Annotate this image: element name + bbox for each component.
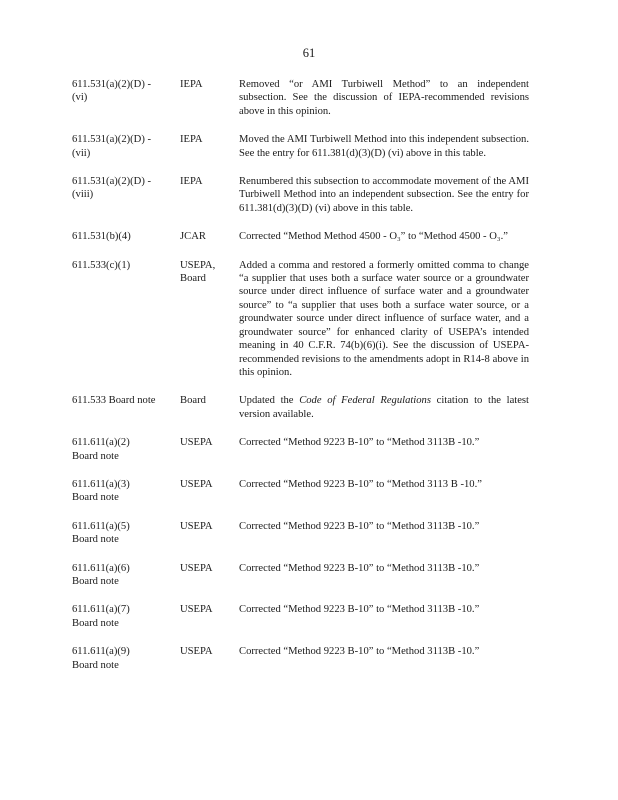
section-cell: 611.531(b)(4) — [72, 231, 131, 243]
source-cell: JCAR — [180, 231, 206, 243]
table-row — [72, 603, 542, 630]
source-cell: USEPA — [180, 604, 213, 616]
source-cell: IEPA — [180, 176, 203, 188]
revisions-table — [72, 78, 542, 687]
section-cell: 611.531(a)(2)(D) - (viii) — [72, 176, 152, 201]
section-cell: 611.611(a)(6) Board note — [72, 562, 130, 587]
source-cell: USEPA, Board — [180, 259, 216, 285]
table-row — [72, 175, 542, 215]
description-cell: Corrected “Method 9223 B-10” to “Method 3113B -10.” — [239, 646, 480, 658]
source-cell: USEPA — [180, 520, 213, 532]
description-cell: Renumbered this subsection to accommodate movement of the AMI Turbiwell Method into an independent subsection. See the entry for 611.381(d)(3)(D) (vi) above in this table. — [239, 176, 529, 214]
section-cell: 611.611(a)(7) Board note — [72, 604, 130, 629]
description-cell: Corrected “Method Method 4500 - O₃” to “Method 4500 - O₃.” — [239, 231, 508, 243]
table-row — [72, 259, 542, 380]
source-cell: USEPA — [180, 478, 213, 490]
page-number: 61 — [302, 46, 316, 60]
description-cell: Corrected “Method 9223 B-10” to “Method 3113B -10.” — [239, 520, 480, 532]
table-row — [72, 436, 542, 463]
table-row — [72, 478, 542, 505]
section-cell: 611.611(a)(2) Board note — [72, 437, 130, 462]
description-cell: Corrected “Method 9223 B-10” to “Method 3113B -10.” — [239, 437, 480, 449]
source-cell: USEPA — [180, 646, 213, 658]
table-row — [72, 230, 542, 243]
table-row — [72, 78, 542, 118]
source-cell: IEPA — [180, 134, 203, 146]
table-row — [72, 645, 542, 672]
description-cell: Removed “or AMI Turbiwell Method” to an independent subsection. See the discussion of IEPA-recommended revisions above in this opinion. — [239, 79, 529, 117]
source-cell: Board — [180, 395, 206, 407]
description-cell — [239, 394, 529, 421]
cfr-title: Code of Federal Regulations — [299, 395, 431, 407]
description-cell: Moved the AMI Turbiwell Method into this independent subsection. See the entry for 611.381(d)(3)(D) (vi) above in this table. — [239, 134, 529, 159]
source-cell: IEPA — [180, 79, 203, 90]
description-cell: Corrected “Method 9223 B-10” to “Method 3113B -10.” — [239, 562, 480, 574]
table-row — [72, 133, 542, 160]
description-cell: Corrected “Method 9223 B-10” to “Method 3113 B -10.” — [239, 478, 482, 490]
section-cell: 611.611(a)(9) Board note — [72, 646, 130, 671]
description-cell: Added a comma and restored a formerly omitted comma to change “a supplier that uses both a surface water source or a groundwater source under direct influence of surface water and a groundwater source” to “a supplier that uses both a surface water source, or a groundwater source under direct influence of surface water, and a groundwater source” for enhanced clarity of USEPA’s intended meaning in 40 C.F.R. 74(b)(6)(i). See the discussion of USEPA-recommended revisions to the amendments adopt in R14-8 above in this opinion. — [239, 259, 529, 378]
table-row — [72, 394, 542, 421]
section-cell: 611.611(a)(3) Board note — [72, 478, 130, 504]
source-cell: USEPA — [180, 437, 213, 449]
table-row — [72, 520, 542, 547]
section-cell: 611.531(a)(2)(D) - (vi) — [72, 79, 152, 104]
table-row — [72, 562, 542, 589]
description-text: citation to the latest version available. — [239, 395, 529, 420]
section-cell: 611.611(a)(5) Board note — [72, 520, 130, 546]
source-cell: USEPA — [180, 562, 213, 574]
description-cell: Corrected “Method 9223 B-10” to “Method 3113B -10.” — [239, 604, 480, 616]
section-cell: 611.533 Board note — [72, 395, 156, 407]
section-cell: 611.533(c)(1) — [72, 259, 131, 271]
description-text: Updated the — [239, 395, 300, 407]
section-cell: 611.531(a)(2)(D) - (vii) — [72, 134, 152, 159]
